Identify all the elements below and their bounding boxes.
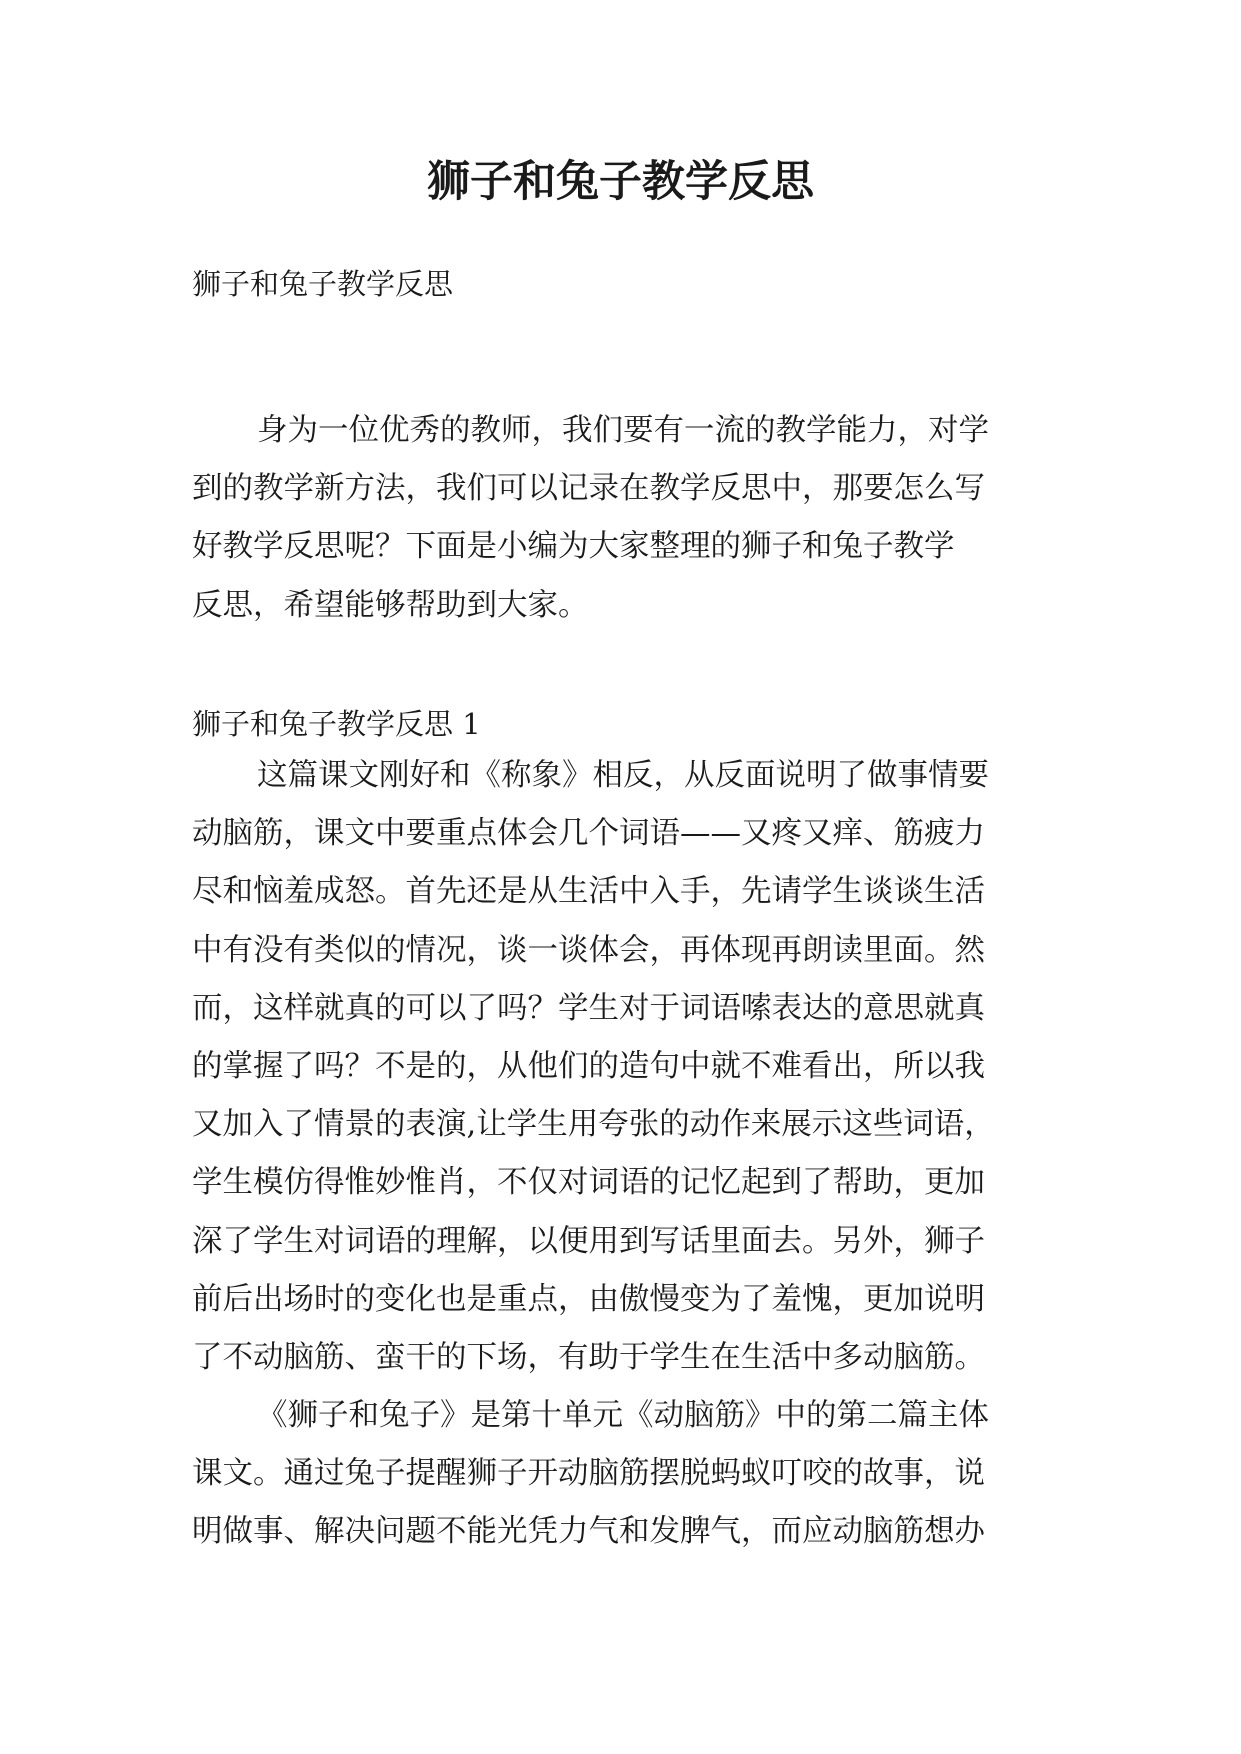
- body-line: 中有没有类似的情况，谈一谈体会，再体现再朗读里面。然: [192, 932, 985, 968]
- body-line: 这篇课文刚好和《称象》相反，从反面说明了做事情要: [257, 758, 989, 793]
- section-body: [192, 747, 1062, 1562]
- intro-paragraph: [192, 402, 1062, 635]
- document-subtitle: 狮子和兔子教学反思: [192, 267, 454, 301]
- body-line: 又加入了情景的表演,让学生用夸张的动作来展示这些词语，: [192, 1107, 995, 1143]
- body-line: 课文。通过兔子提醒狮子开动脑筋摆脱蚂蚁叮咬的故事，说: [192, 1456, 985, 1492]
- body-line: 的掌握了吗？不是的，从他们的造句中就不难看出，所以我: [192, 1048, 985, 1084]
- body-line: 尽和恼羞成怒。首先还是从生活中入手，先请学生谈谈生活: [192, 874, 985, 910]
- body-line: 了不动脑筋、蛮干的下场，有助于学生在生活中多动脑筋。: [192, 1339, 985, 1375]
- body-line: 《狮子和兔子》是第十单元《动脑筋》中的第二篇主体: [257, 1398, 989, 1434]
- intro-line: 到的教学新方法，我们可以记录在教学反思中，那要怎么写: [192, 471, 985, 507]
- body-line: 深了学生对词语的理解，以便用到写话里面去。另外，狮子: [192, 1223, 985, 1259]
- intro-line: 身为一位优秀的教师，我们要有一流的教学能力，对学: [257, 413, 989, 448]
- body-line: 而，这样就真的可以了吗？学生对于词语嗦表达的意思就真: [192, 990, 985, 1026]
- section-heading: 狮子和兔子教学反思 1: [192, 707, 481, 741]
- body-line: 学生模仿得惟妙惟肖，不仅对词语的记忆起到了帮助，更加: [192, 1165, 985, 1201]
- document-title: 狮子和兔子教学反思: [427, 157, 814, 207]
- body-line: 动脑筋，课文中要重点体会几个词语——又疼又痒、筋疲力: [192, 816, 985, 852]
- body-line: 前后出场时的变化也是重点，由傲慢变为了羞愧，更加说明: [192, 1281, 985, 1317]
- intro-line: 好教学反思呢？下面是小编为大家整理的狮子和兔子教学: [192, 529, 955, 565]
- intro-line: 反思，希望能够帮助到大家。: [192, 587, 589, 623]
- body-line: 明做事、解决问题不能光凭力气和发脾气，而应动脑筋想办: [192, 1514, 985, 1550]
